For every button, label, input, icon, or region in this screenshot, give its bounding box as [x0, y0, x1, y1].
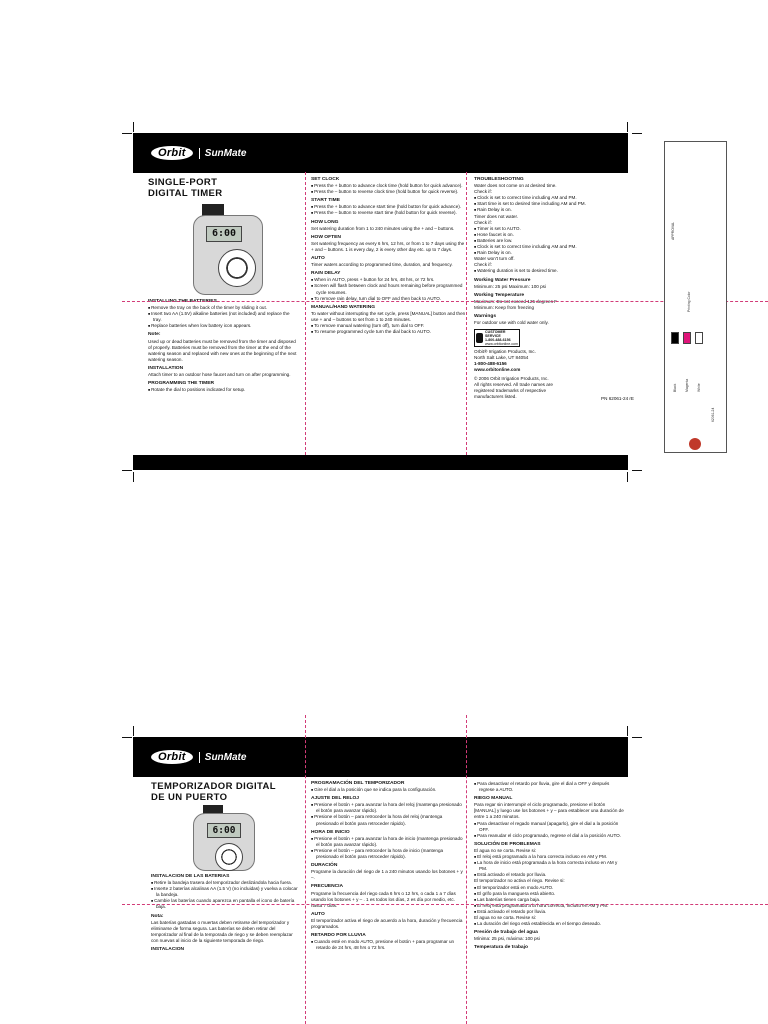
- spanish-sheet: [133, 737, 628, 1024]
- orbit-logo: Orbit: [151, 146, 193, 160]
- english-column-2: SET CLOCK ■ Press the + button to advance clock time (hold button for quick advance). ■ Press the – button to reverse clock time (hold button for quick reverse). START TIME ■ Press the + button to advance start time (hold button for quick advance). ■ Press the – button to reverse start time (hold button for quick reverse). HOW LONG Set watering duration from 1 to 240 minutes using the + and – buttons. HOW OFTEN Set watering frequency as every 6 hrs, 12 hrs, or from 1 to 7 days using the + and – buttons. 1 is every day, 2 is every other day etc. up to 7 days. AUTO Timer waters according to programmed time, duration, and frequency. RAIN DELAY ■ When in AUTO, press + button for 24 hrs, 48 hrs, or 72 hrs. ■ Screen will flash between clock and hours remaining before programmed cycle resumes. ■ To remove rain delay, turn dial to OFF and then back to AUTO. MANUAL/HAND WATERING To water without interrupting the set cycle, press [MANUAL] button and then use + and – buttons to set from 1 to 240 minutes. ■ To remove manual watering (turn off), turn dial to OFF. ■ To resume programmed cycle turn the dial back to AUTO.: [311, 177, 466, 335]
- timer-illustration: [148, 199, 298, 296]
- section-heading: INSTALLATION: [148, 365, 184, 371]
- crop-mark: [632, 737, 642, 738]
- battery-list: ■ Remove the tray on the back of the timer by sliding it out. ■ Insert two AA (1.5V) alkaline batteries (not included) and replace the tray. ■ Replace batteries when low battery icon appears.: [148, 305, 298, 329]
- crop-mark: [627, 472, 628, 482]
- color-swatch-black: [671, 332, 679, 344]
- english-header-band: [133, 133, 628, 173]
- fold-line-vertical: [466, 172, 467, 455]
- spanish-header-band: [133, 737, 628, 777]
- note-heading: Note:: [148, 332, 161, 338]
- phone-icon: [476, 333, 483, 343]
- sunmate-logo: SunMate: [199, 148, 247, 159]
- section-heading: PROGRAMMING THE TIMER: [148, 381, 215, 387]
- lcd-display: 6:00: [207, 823, 241, 838]
- color-swatch-white: [695, 332, 703, 344]
- section-heading: INSTALLING THE BATTERIES: [148, 299, 217, 304]
- timer-illustration: [151, 803, 301, 871]
- spanish-column-2: PROGRAMACIÓN DEL TEMPORIZADOR ■ Gire el dial a la posición que se indica para la configuración. AJUSTE DEL RELOJ ■ Presione el botón + para avanzar la hora del reloj (mantenga presionado el botón para avanzar rápido). ■ Presione el botón – para retroceder la hora del reloj (mantenga presionado el botón para retroceder rápido). HORA DE INICIO ■ Presione el botón + para avanzar la hora de inicio (mantenga presionado el botón para avanzar rápido). ■ Presione el botón – para retroceder la hora de inicio (mantenga presionado el botón para retroceder rápido). DURACIÓN Programe la duración del riego de 1 a 240 minutos usando los botones + y –. FRECUENCIA Programe la frecuencia del riego cada 6 hrs o 12 hrs, o cada 1 a 7 días usando los botones + y – . 1 es todos los días, 2 es día por medio, etc. hasta 7 días. AUTO El temporizador activa el riego de acuerdo a la hora, duración y frecuencia programados. RETARDO POR LLUVIA ■ Cuando esté en modo AUTO, presione el botón + para programar un retardo de 24 hrs, 48 hrs o 72 hrs.: [311, 781, 466, 951]
- brand-logo: [151, 146, 246, 160]
- english-column-1: SINGLE-PORT DIGITAL TIMER 6:00 INSTALLING THE BATTERIES ■ Remove the tray on the back of the timer by sliding it out. ■ Insert two AA (1.5V) alkaline batteries (not included) and replace the tray. ■ Replace batteries when low battery icon appears. Note: Used up or dead batteries must be removed from the timer and disposed of properly. Batteries must be removed from the timer at the end of the watering season and replaced with new ones at the beginning of the next watering season. INSTALLATION Attach timer to an outdoor hose faucet and turn on after programming. PROGRAMMING THE TIMER ■ Rotate the dial to positions indicated for setup.: [148, 177, 298, 393]
- crop-mark: [122, 470, 132, 471]
- crop-mark: [627, 122, 628, 132]
- part-number: PN 62061-24 rE: [601, 395, 634, 401]
- approval-panel: APPROVAL Printing Color Black Magenta White 62061-24: [664, 141, 727, 453]
- fold-line: [122, 904, 768, 905]
- color-swatch-magenta: [683, 332, 691, 344]
- fold-line-vertical: [305, 715, 306, 1024]
- spanish-column-3: ■ Para desactivar el retardo por lluvia, gire el dial a OFF y después regrese a AUTO. RIEGO MANUAL Para regar sin interrumpir el ciclo programado, presione el botón [MANUAL] y luego use los botones + y – para establecer una duración de entre 1 a 240 minutos. ■ Para desactivar el regado manual (apagarlo), gire el dial a la posición OFF. ■ Para reanudar el ciclo programado, regrese el dial a la posición AUTO. SOLUCIÓN DE PROBLEMAS El agua no se corta. Revise si: ■ El reloj está programado a la hora correcta incluso en AM y PM. ■ La hora de inicio está programada a la hora correcta incluso en AM y PM. ■ Está activado el retardo por lluvia. El temporizador no activa el riego. Revise si: ■ El temporizador está en modo AUTO. ■ El grifo para la manguera está abierto. ■ Las baterías tienen carga baja. ■ El reloj está programado a la hora correcta, incluso en AM y PM. ■ Está activado el retardo por lluvia. El agua no se corta. Revise si: ■ La duración del riego está establecida en el tiempo deseado. Presión de trabajo del agua Mínima: 25 psi, máxima: 100 psi Temperatura de trabajo: [474, 781, 624, 951]
- crop-mark: [627, 726, 628, 736]
- note-text: Used up or dead batteries must be removed from the timer and disposed of properly. Batteries must be removed from the timer at the end of the watering season and replaced with new ones at the beginning of the next watering season.: [148, 338, 297, 362]
- crop-mark: [133, 726, 134, 736]
- brand-logo: [151, 750, 246, 764]
- program-dial[interactable]: [218, 249, 256, 287]
- orbit-seal-icon: [689, 438, 701, 450]
- crop-mark: [133, 122, 134, 132]
- crop-mark: [133, 472, 134, 482]
- lcd-display: 6:00: [206, 226, 242, 242]
- english-footer-band: [133, 455, 628, 470]
- fold-line-vertical: [305, 172, 306, 455]
- crop-mark: [632, 470, 642, 471]
- spanish-column-1: TEMPORIZADOR DIGITAL DE UN PUERTO 6:00 INSTALACION DE LAS BATERIAS ■ Retire la bandeja trasera del temporizador deslizándola hacia fuera. ■ Inserte 2 baterías alcalinas AA (1.5 V) (no incluidas) y vuelva a colocar la bandeja. ■ Cambie las baterías cuando aparezca en pantalla el icono de batería baja. Nota: Las baterías gastadas o muertas deben retirarse del temporizador y eliminarse de forma segura. Las baterías se deben retirar del temporizador al final de la temporada de riego y se deben reemplazar con nuevas al inicio de la siguiente temporada de riego. INSTALACION: [151, 781, 301, 953]
- fold-line-vertical: [466, 715, 467, 1024]
- crop-mark: [632, 133, 642, 134]
- customer-service-box: CUSTOMER SERVICE 1-800-488-6156 www.orbitonline.com: [474, 329, 520, 347]
- page-title: SINGLE-PORT DIGITAL TIMER: [148, 177, 223, 199]
- crop-mark: [122, 133, 132, 134]
- english-column-3: TROUBLESHOOTING Water does not come on at desired time. Check if: ■ Clock is set to correct time including AM and PM. ■ Start time is set to desired time including AM and PM. ■ Rain Delay is on. Timer does not water. Check if: ■ Timer is set to AUTO. ■ Hose faucet is on. ■ Batteries are low. ■ Clock is set to correct time including AM and PM. ■ Rain Delay is on. Water won't turn off. Check if: ■ Watering duration is set to desired time. Working Water Pressure Minimum: 25 psi Maximum: 100 psi Working Temperature Maximum: Do not exceed 125 degrees F Minimum: Keep from freezing Warnings For outdoor use with cold water only. CUSTOMER SERVICE 1-800-488-6156 www.orbitonline.com Orbit® Irrigation Products, Inc. North Salt Lake, UT 84054 1-800-488-6156 www.orbitonline.com © 2006 Orbit Irrigation Products, Inc. All rights reserved. All trade names are registered trademarks of respective manufacturers listed. PN 62061-24 rE: [474, 177, 624, 400]
- page-title-es: TEMPORIZADOR DIGITAL DE UN PUERTO: [151, 781, 276, 803]
- orbit-logo: Orbit: [151, 750, 193, 764]
- program-dial[interactable]: [215, 843, 243, 871]
- sunmate-logo: SunMate: [199, 752, 247, 763]
- crop-mark: [122, 737, 132, 738]
